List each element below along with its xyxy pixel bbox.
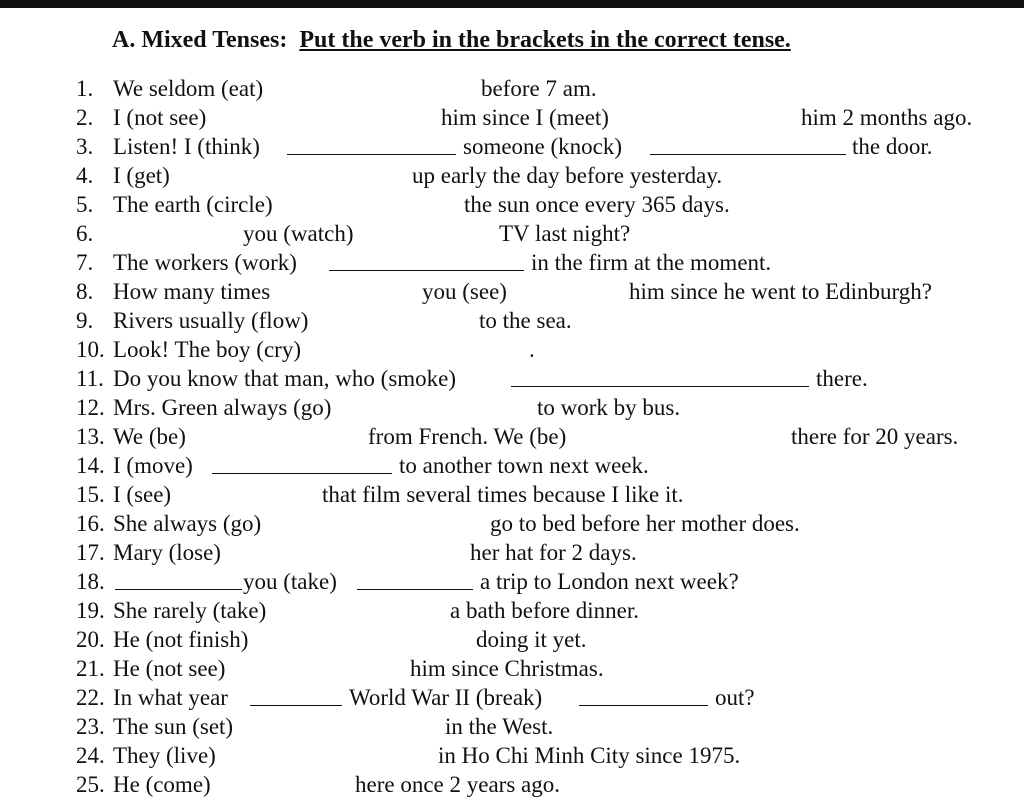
exercise-item-19 (0, 596, 1024, 625)
item-text: I (move) (113, 453, 193, 478)
item-text: World War II (break) (349, 685, 543, 710)
exercise-item-6 (0, 219, 1024, 248)
exercise-item-16 (0, 509, 1024, 538)
exercise-item-23 (0, 712, 1024, 741)
item-text: him since he went to Edinburgh? (629, 279, 932, 304)
item-text: In what year (113, 685, 228, 710)
item-number: 19. (76, 598, 105, 623)
exercise-item-14 (0, 451, 1024, 480)
exercise-item-22 (0, 683, 1024, 712)
exercise-item-17 (0, 538, 1024, 567)
answer-blank[interactable] (329, 248, 524, 271)
exercise-item-5 (0, 190, 1024, 219)
item-text: She always (go) (113, 511, 262, 536)
item-number: 4. (76, 163, 94, 188)
item-text: Do you know that man, who (smoke) (113, 366, 457, 391)
item-text: to another town next week. (399, 453, 649, 478)
item-text: He (not finish) (113, 627, 249, 652)
answer-blank[interactable] (250, 683, 342, 706)
item-number: 20. (76, 627, 105, 652)
item-text: up early the day before yesterday. (412, 163, 723, 188)
exercise-item-2 (0, 103, 1024, 132)
exercise-item-20 (0, 625, 1024, 654)
section-title: A. Mixed Tenses: (112, 27, 288, 53)
exercise-item-25 (0, 770, 1024, 799)
exercise-item-11 (0, 364, 1024, 393)
item-text: that film several times because I like it. (322, 482, 684, 507)
item-text: out? (715, 685, 755, 710)
item-text: How many times (113, 279, 271, 304)
item-number: 25. (76, 772, 105, 797)
item-text: here once 2 years ago. (355, 772, 560, 797)
item-text: to work by bus. (537, 395, 681, 420)
item-text: Mrs. Green always (go) (113, 395, 332, 420)
item-text: in Ho Chi Minh City since 1975. (438, 743, 741, 768)
item-number: 18. (76, 569, 105, 594)
item-text: to the sea. (479, 308, 572, 333)
item-text: . (529, 337, 535, 362)
item-text: her hat for 2 days. (470, 540, 637, 565)
exercise-item-18 (0, 567, 1024, 596)
item-text: The earth (circle) (113, 192, 273, 217)
item-number: 17. (76, 540, 105, 565)
item-number: 8. (76, 279, 94, 304)
exercise-item-4 (0, 161, 1024, 190)
answer-blank[interactable] (287, 132, 456, 155)
item-text: I (not see) (113, 105, 207, 130)
item-text: doing it yet. (476, 627, 587, 652)
item-text: him 2 months ago. (801, 105, 973, 130)
item-text: there for 20 years. (791, 424, 959, 449)
item-text: you (see) (422, 279, 507, 304)
exercise-item-1 (0, 74, 1024, 103)
exercise-item-3 (0, 132, 1024, 161)
item-number: 24. (76, 743, 105, 768)
item-text: We seldom (eat) (113, 76, 264, 101)
exercise-item-8 (0, 277, 1024, 306)
item-text: The workers (work) (113, 250, 297, 275)
item-text: go to bed before her mother does. (490, 511, 800, 536)
item-number: 9. (76, 308, 94, 333)
item-number: 11. (76, 366, 104, 391)
item-text: He (come) (113, 772, 211, 797)
item-text: We (be) (113, 424, 186, 449)
answer-blank[interactable] (511, 364, 809, 387)
item-text: there. (816, 366, 868, 391)
item-number: 21. (76, 656, 105, 681)
item-text: TV last night? (499, 221, 631, 246)
answer-blank[interactable] (115, 567, 242, 590)
item-text: someone (knock) (463, 134, 623, 159)
item-text: The sun (set) (113, 714, 234, 739)
item-text: Listen! I (think) (113, 134, 260, 159)
item-number: 6. (76, 221, 94, 246)
item-text: in the firm at the moment. (531, 250, 772, 275)
answer-blank[interactable] (212, 451, 392, 474)
exercise-item-9 (0, 306, 1024, 335)
instruction-text: Put the verb in the brackets in the correct tense. (299, 27, 791, 53)
exercise-item-24 (0, 741, 1024, 770)
answer-blank[interactable] (650, 132, 846, 155)
item-text: you (take) (243, 569, 337, 594)
item-text: you (watch) (243, 221, 354, 246)
exercise-item-15 (0, 480, 1024, 509)
exercise-heading (112, 25, 791, 55)
item-text: the door. (852, 134, 933, 159)
exercise-item-7 (0, 248, 1024, 277)
item-text: in the West. (445, 714, 554, 739)
item-text: him since I (meet) (441, 105, 609, 130)
exercise-item-12 (0, 393, 1024, 422)
item-number: 12. (76, 395, 105, 420)
answer-blank[interactable] (579, 683, 708, 706)
exercise-item-10 (0, 335, 1024, 364)
item-number: 16. (76, 511, 105, 536)
item-text: him since Christmas. (410, 656, 604, 681)
item-text: Mary (lose) (113, 540, 221, 565)
item-text: They (live) (113, 743, 216, 768)
item-text: Rivers usually (flow) (113, 308, 309, 333)
exercise-item-13 (0, 422, 1024, 451)
item-number: 23. (76, 714, 105, 739)
item-text: a bath before dinner. (450, 598, 640, 623)
item-number: 2. (76, 105, 94, 130)
item-number: 7. (76, 250, 94, 275)
item-text: from French. We (be) (368, 424, 567, 449)
item-number: 13. (76, 424, 105, 449)
top-border (0, 0, 1024, 8)
exercise-item-21 (0, 654, 1024, 683)
item-number: 10. (76, 337, 105, 362)
item-text: a trip to London next week? (480, 569, 739, 594)
item-text: before 7 am. (481, 76, 597, 101)
answer-blank[interactable] (357, 567, 473, 590)
item-number: 5. (76, 192, 94, 217)
item-text: the sun once every 365 days. (464, 192, 730, 217)
item-number: 15. (76, 482, 105, 507)
item-number: 3. (76, 134, 94, 159)
item-number: 14. (76, 453, 105, 478)
item-text: She rarely (take) (113, 598, 267, 623)
item-number: 22. (76, 685, 105, 710)
item-number: 1. (76, 76, 94, 101)
item-text: I (see) (113, 482, 172, 507)
item-text: Look! The boy (cry) (113, 337, 301, 362)
item-text: He (not see) (113, 656, 226, 681)
item-text: I (get) (113, 163, 170, 188)
